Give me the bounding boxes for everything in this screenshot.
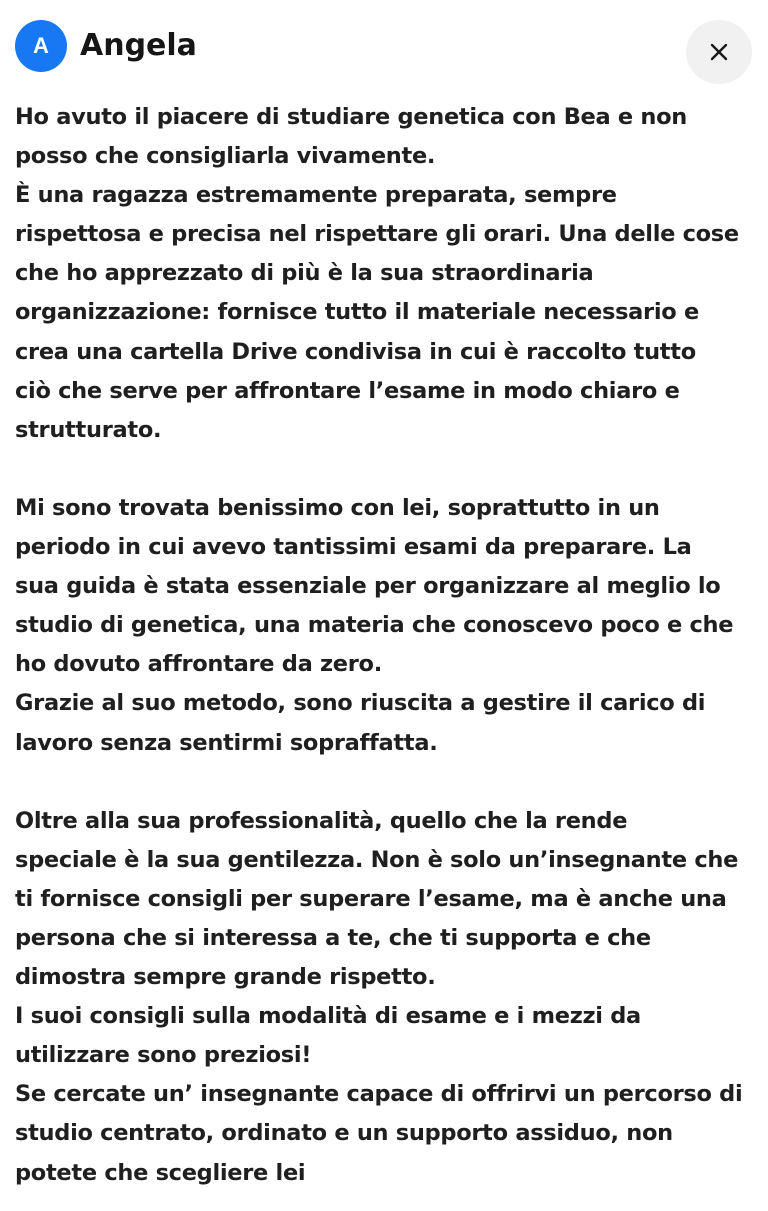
review-line: ti fornisce consigli per superare l’esame, ma è anche una (15, 885, 727, 912)
review-line: periodo in cui avevo tantissimi esami da preparare. La (15, 534, 692, 561)
review-line: Grazie al suo metodo, sono riuscita a gestire il carico di (15, 690, 706, 717)
review-line: studio centrato, ordinato e un supporto assiduo, non (15, 1120, 673, 1147)
review-line: speciale è la sua gentilezza. Non è solo un’insegnante che (15, 846, 739, 873)
close-button[interactable] (686, 20, 752, 84)
review-line: crea una cartella Drive condivisa in cui è raccolto tutto (15, 338, 696, 365)
close-icon (709, 42, 729, 62)
review-line: potete che scegliere lei (15, 1159, 306, 1186)
review-line: dimostra sempre grande rispetto. (15, 964, 436, 991)
review-line: È una ragazza estremamente preparata, sempre (15, 182, 617, 209)
review-line: lavoro senza sentirmi sopraffatta. (15, 729, 438, 756)
review-text (15, 98, 753, 1193)
reviewer-name: Angela (80, 28, 197, 63)
review-line: I suoi consigli sulla modalità di esame e i mezzi da (15, 1003, 641, 1030)
review-line: Ho avuto il piacere di studiare genetica con Bea e non (15, 104, 688, 130)
review-line: organizzazione: fornisce tutto il materiale necessario e (15, 299, 699, 326)
review-line: Mi sono trovata benissimo con lei, soprattutto in un (15, 494, 660, 521)
review-line: persona che si interessa a te, che ti supporta e che (15, 924, 651, 951)
review-line: ciò che serve per affrontare l’esame in modo chiaro e (15, 377, 680, 404)
review-line: Se cercate un’ insegnante capace di offrirvi un percorso di (15, 1081, 743, 1108)
paragraph-spacer (15, 763, 753, 802)
review-line: strutturato. (15, 416, 162, 443)
review-line: che ho apprezzato di più è la sua straordinaria (15, 260, 594, 287)
review-line: sua guida è stata essenziale per organizzare al meglio lo (15, 573, 721, 600)
review-line: rispettosa e precisa nel rispettare gli orari. Una delle cose (15, 221, 739, 248)
review-line: ho dovuto affrontare da zero. (15, 651, 382, 678)
avatar: A (15, 20, 67, 72)
review-line: posso che consigliarla vivamente. (15, 143, 436, 170)
review-line: utilizzare sono preziosi! (15, 1042, 312, 1069)
review-line: studio di genetica, una materia che conoscevo poco e che (15, 612, 734, 639)
paragraph-spacer (15, 450, 753, 489)
review-line: Oltre alla sua professionalità, quello che la rende (15, 807, 628, 834)
review-header (15, 20, 752, 84)
